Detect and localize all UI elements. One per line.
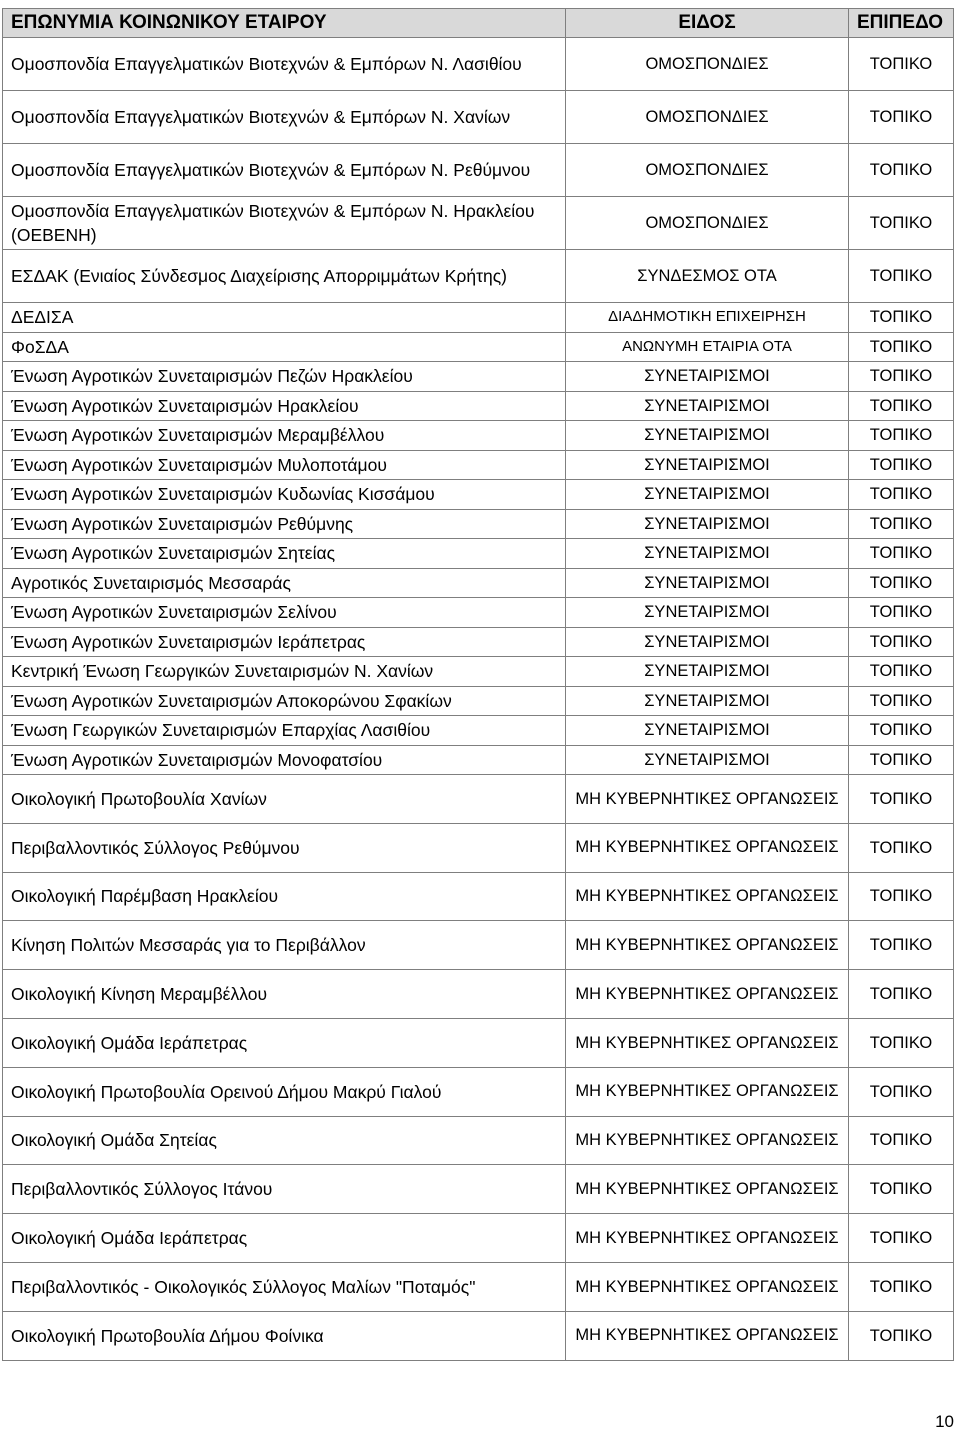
type-cell: ΣΥΝΕΤΑΙΡΙΣΜΟΙ <box>566 480 849 510</box>
name-cell: Ένωση Αγροτικών Συνεταιρισμών Σητείας <box>3 539 566 569</box>
type-cell: ΜΗ ΚΥΒΕΡΝΗΤΙΚΕΣ ΟΡΓΑΝΩΣΕΙΣ <box>566 1067 849 1116</box>
table-row <box>3 872 954 921</box>
table-row <box>3 250 954 303</box>
table-row <box>3 1018 954 1067</box>
level-cell: ΤΟΠΙΚΟ <box>849 421 954 451</box>
name-cell: Ομοσπονδία Επαγγελματικών Βιοτεχνών & Εμπόρων Ν. Ηρακλείου (ΟΕΒΕΝΗ) <box>3 197 566 250</box>
table-row <box>3 1116 954 1165</box>
level-cell: ΤΟΠΙΚΟ <box>849 1018 954 1067</box>
level-cell: ΤΟΠΙΚΟ <box>849 480 954 510</box>
table-row <box>3 716 954 746</box>
table-row <box>3 509 954 539</box>
header-type: ΕΙΔΟΣ <box>566 9 849 38</box>
name-cell: Ένωση Αγροτικών Συνεταιρισμών Αποκορώνου Σφακίων <box>3 686 566 716</box>
name-cell: Αγροτικός Συνεταιρισμός Μεσσαράς <box>3 568 566 598</box>
name-cell: Ένωση Αγροτικών Συνεταιρισμών Μονοφατσίου <box>3 745 566 775</box>
name-cell: Ένωση Αγροτικών Συνεταιρισμών Πεζών Ηρακλείου <box>3 362 566 392</box>
type-cell: ΣΥΝΕΤΑΙΡΙΣΜΟΙ <box>566 568 849 598</box>
table-row <box>3 91 954 144</box>
level-cell: ΤΟΠΙΚΟ <box>849 823 954 872</box>
type-cell: ΣΥΝΕΤΑΙΡΙΣΜΟΙ <box>566 745 849 775</box>
header-level: ΕΠΙΠΕΔΟ <box>849 9 954 38</box>
type-cell: ΣΥΝΕΤΑΙΡΙΣΜΟΙ <box>566 450 849 480</box>
table-row <box>3 421 954 451</box>
type-cell: ΣΥΝΕΤΑΙΡΙΣΜΟΙ <box>566 539 849 569</box>
table-row <box>3 1165 954 1214</box>
type-cell: ΣΥΝΕΤΑΙΡΙΣΜΟΙ <box>566 657 849 687</box>
type-cell: ΜΗ ΚΥΒΕΡΝΗΤΙΚΕΣ ΟΡΓΑΝΩΣΕΙΣ <box>566 872 849 921</box>
table-row <box>3 598 954 628</box>
type-cell: ΜΗ ΚΥΒΕΡΝΗΤΙΚΕΣ ΟΡΓΑΝΩΣΕΙΣ <box>566 1214 849 1263</box>
type-cell: ΟΜΟΣΠΟΝΔΙΕΣ <box>566 197 849 250</box>
name-cell: Οικολογική Πρωτοβουλία Ορεινού Δήμου Μακρύ Γιαλού <box>3 1067 566 1116</box>
type-cell: ΜΗ ΚΥΒΕΡΝΗΤΙΚΕΣ ΟΡΓΑΝΩΣΕΙΣ <box>566 1116 849 1165</box>
name-cell: Οικολογική Κίνηση Μεραμβέλλου <box>3 970 566 1019</box>
type-cell: ΣΥΝΕΤΑΙΡΙΣΜΟΙ <box>566 716 849 746</box>
level-cell: ΤΟΠΙΚΟ <box>849 1311 954 1360</box>
name-cell: ΔΕΔΙΣΑ <box>3 303 566 333</box>
name-cell: Οικολογική Ομάδα Ιεράπετρας <box>3 1018 566 1067</box>
name-cell: Περιβαλλοντικός Σύλλογος Ιτάνου <box>3 1165 566 1214</box>
level-cell: ΤΟΠΙΚΟ <box>849 1262 954 1311</box>
type-cell: ΜΗ ΚΥΒΕΡΝΗΤΙΚΕΣ ΟΡΓΑΝΩΣΕΙΣ <box>566 921 849 970</box>
table-row <box>3 362 954 392</box>
level-cell: ΤΟΠΙΚΟ <box>849 509 954 539</box>
name-cell: Ένωση Αγροτικών Συνεταιρισμών Κυδωνίας Κισσάμου <box>3 480 566 510</box>
table-row <box>3 970 954 1019</box>
name-cell: Ένωση Αγροτικών Συνεταιρισμών Ιεράπετρας <box>3 627 566 657</box>
table-row <box>3 657 954 687</box>
type-cell: ΔΙΑΔΗΜΟΤΙΚΗ ΕΠΙΧΕΙΡΗΣΗ <box>566 303 849 333</box>
table-row <box>3 450 954 480</box>
table-row <box>3 686 954 716</box>
name-cell: ΦοΣΔΑ <box>3 332 566 362</box>
social-partners-table <box>2 8 954 1361</box>
level-cell: ΤΟΠΙΚΟ <box>849 1067 954 1116</box>
table-body <box>3 38 954 1361</box>
type-cell: ΜΗ ΚΥΒΕΡΝΗΤΙΚΕΣ ΟΡΓΑΝΩΣΕΙΣ <box>566 1262 849 1311</box>
level-cell: ΤΟΠΙΚΟ <box>849 332 954 362</box>
name-cell: Οικολογική Ομάδα Ιεράπετρας <box>3 1214 566 1263</box>
type-cell: ΑΝΩΝΥΜΗ ΕΤΑΙΡΙΑ ΟΤΑ <box>566 332 849 362</box>
level-cell: ΤΟΠΙΚΟ <box>849 1165 954 1214</box>
table-row <box>3 627 954 657</box>
table-row <box>3 1262 954 1311</box>
type-cell: ΜΗ ΚΥΒΕΡΝΗΤΙΚΕΣ ΟΡΓΑΝΩΣΕΙΣ <box>566 970 849 1019</box>
table-row <box>3 144 954 197</box>
level-cell: ΤΟΠΙΚΟ <box>849 362 954 392</box>
page-number: 10 <box>935 1412 954 1431</box>
name-cell: Ένωση Αγροτικών Συνεταιρισμών Ηρακλείου <box>3 391 566 421</box>
table-row <box>3 1311 954 1360</box>
level-cell: ΤΟΠΙΚΟ <box>849 391 954 421</box>
type-cell: ΜΗ ΚΥΒΕΡΝΗΤΙΚΕΣ ΟΡΓΑΝΩΣΕΙΣ <box>566 775 849 824</box>
name-cell: Περιβαλλοντικός - Οικολογικός Σύλλογος Μαλίων "Ποταμός" <box>3 1262 566 1311</box>
type-cell: ΣΥΝΕΤΑΙΡΙΣΜΟΙ <box>566 509 849 539</box>
table-row <box>3 745 954 775</box>
table-row <box>3 197 954 250</box>
name-cell: Οικολογική Πρωτοβουλία Χανίων <box>3 775 566 824</box>
level-cell: ΤΟΠΙΚΟ <box>849 627 954 657</box>
table-row <box>3 921 954 970</box>
name-cell: Κίνηση Πολιτών Μεσσαράς για το Περιβάλλον <box>3 921 566 970</box>
level-cell: ΤΟΠΙΚΟ <box>849 303 954 333</box>
level-cell: ΤΟΠΙΚΟ <box>849 716 954 746</box>
table-row <box>3 1214 954 1263</box>
table-row <box>3 38 954 91</box>
level-cell: ΤΟΠΙΚΟ <box>849 539 954 569</box>
table-row <box>3 332 954 362</box>
type-cell: ΣΥΝΕΤΑΙΡΙΣΜΟΙ <box>566 421 849 451</box>
type-cell: ΜΗ ΚΥΒΕΡΝΗΤΙΚΕΣ ΟΡΓΑΝΩΣΕΙΣ <box>566 1165 849 1214</box>
table-row <box>3 775 954 824</box>
level-cell: ΤΟΠΙΚΟ <box>849 1214 954 1263</box>
type-cell: ΟΜΟΣΠΟΝΔΙΕΣ <box>566 144 849 197</box>
name-cell: Οικολογική Πρωτοβουλία Δήμου Φοίνικα <box>3 1311 566 1360</box>
name-cell: Ομοσπονδία Επαγγελματικών Βιοτεχνών & Εμπόρων Ν. Λασιθίου <box>3 38 566 91</box>
level-cell: ΤΟΠΙΚΟ <box>849 872 954 921</box>
table-row <box>3 539 954 569</box>
name-cell: Ένωση Γεωργικών Συνεταιρισμών Επαρχίας Λασιθίου <box>3 716 566 746</box>
type-cell: ΣΥΝΕΤΑΙΡΙΣΜΟΙ <box>566 627 849 657</box>
type-cell: ΣΥΝΕΤΑΙΡΙΣΜΟΙ <box>566 598 849 628</box>
level-cell: ΤΟΠΙΚΟ <box>849 686 954 716</box>
level-cell: ΤΟΠΙΚΟ <box>849 970 954 1019</box>
name-cell: Ένωση Αγροτικών Συνεταιρισμών Ρεθύμνης <box>3 509 566 539</box>
level-cell: ΤΟΠΙΚΟ <box>849 197 954 250</box>
level-cell: ΤΟΠΙΚΟ <box>849 657 954 687</box>
table-row <box>3 568 954 598</box>
table-row <box>3 480 954 510</box>
level-cell: ΤΟΠΙΚΟ <box>849 598 954 628</box>
type-cell: ΜΗ ΚΥΒΕΡΝΗΤΙΚΕΣ ΟΡΓΑΝΩΣΕΙΣ <box>566 1311 849 1360</box>
level-cell: ΤΟΠΙΚΟ <box>849 775 954 824</box>
level-cell: ΤΟΠΙΚΟ <box>849 91 954 144</box>
name-cell: Ένωση Αγροτικών Συνεταιρισμών Μεραμβέλλου <box>3 421 566 451</box>
table-row <box>3 823 954 872</box>
level-cell: ΤΟΠΙΚΟ <box>849 250 954 303</box>
table-row <box>3 1067 954 1116</box>
level-cell: ΤΟΠΙΚΟ <box>849 450 954 480</box>
name-cell: Κεντρική Ένωση Γεωργικών Συνεταιρισμών Ν. Χανίων <box>3 657 566 687</box>
type-cell: ΣΥΝΕΤΑΙΡΙΣΜΟΙ <box>566 391 849 421</box>
type-cell: ΟΜΟΣΠΟΝΔΙΕΣ <box>566 91 849 144</box>
level-cell: ΤΟΠΙΚΟ <box>849 1116 954 1165</box>
level-cell: ΤΟΠΙΚΟ <box>849 745 954 775</box>
name-cell: Ομοσπονδία Επαγγελματικών Βιοτεχνών & Εμπόρων Ν. Ρεθύμνου <box>3 144 566 197</box>
type-cell: ΣΥΝΕΤΑΙΡΙΣΜΟΙ <box>566 686 849 716</box>
type-cell: ΣΥΝΕΤΑΙΡΙΣΜΟΙ <box>566 362 849 392</box>
level-cell: ΤΟΠΙΚΟ <box>849 568 954 598</box>
name-cell: Ένωση Αγροτικών Συνεταιρισμών Μυλοποτάμου <box>3 450 566 480</box>
name-cell: Ομοσπονδία Επαγγελματικών Βιοτεχνών & Εμπόρων Ν. Χανίων <box>3 91 566 144</box>
type-cell: ΟΜΟΣΠΟΝΔΙΕΣ <box>566 38 849 91</box>
name-cell: Οικολογική Παρέμβαση Ηρακλείου <box>3 872 566 921</box>
name-cell: Ένωση Αγροτικών Συνεταιρισμών Σελίνου <box>3 598 566 628</box>
level-cell: ΤΟΠΙΚΟ <box>849 921 954 970</box>
type-cell: ΜΗ ΚΥΒΕΡΝΗΤΙΚΕΣ ΟΡΓΑΝΩΣΕΙΣ <box>566 823 849 872</box>
type-cell: ΜΗ ΚΥΒΕΡΝΗΤΙΚΕΣ ΟΡΓΑΝΩΣΕΙΣ <box>566 1018 849 1067</box>
table-row <box>3 303 954 333</box>
table-header-row <box>3 9 954 38</box>
name-cell: ΕΣΔΑΚ (Ενιαίος Σύνδεσμος Διαχείρισης Απορριμμάτων Κρήτης) <box>3 250 566 303</box>
type-cell: ΣΥΝΔΕΣΜΟΣ ΟΤΑ <box>566 250 849 303</box>
header-name: ΕΠΩΝΥΜΙΑ ΚΟΙΝΩΝΙΚΟΥ ΕΤΑΙΡΟΥ <box>3 9 566 38</box>
level-cell: ΤΟΠΙΚΟ <box>849 38 954 91</box>
name-cell: Περιβαλλοντικός Σύλλογος Ρεθύμνου <box>3 823 566 872</box>
name-cell: Οικολογική Ομάδα Σητείας <box>3 1116 566 1165</box>
level-cell: ΤΟΠΙΚΟ <box>849 144 954 197</box>
table-row <box>3 391 954 421</box>
